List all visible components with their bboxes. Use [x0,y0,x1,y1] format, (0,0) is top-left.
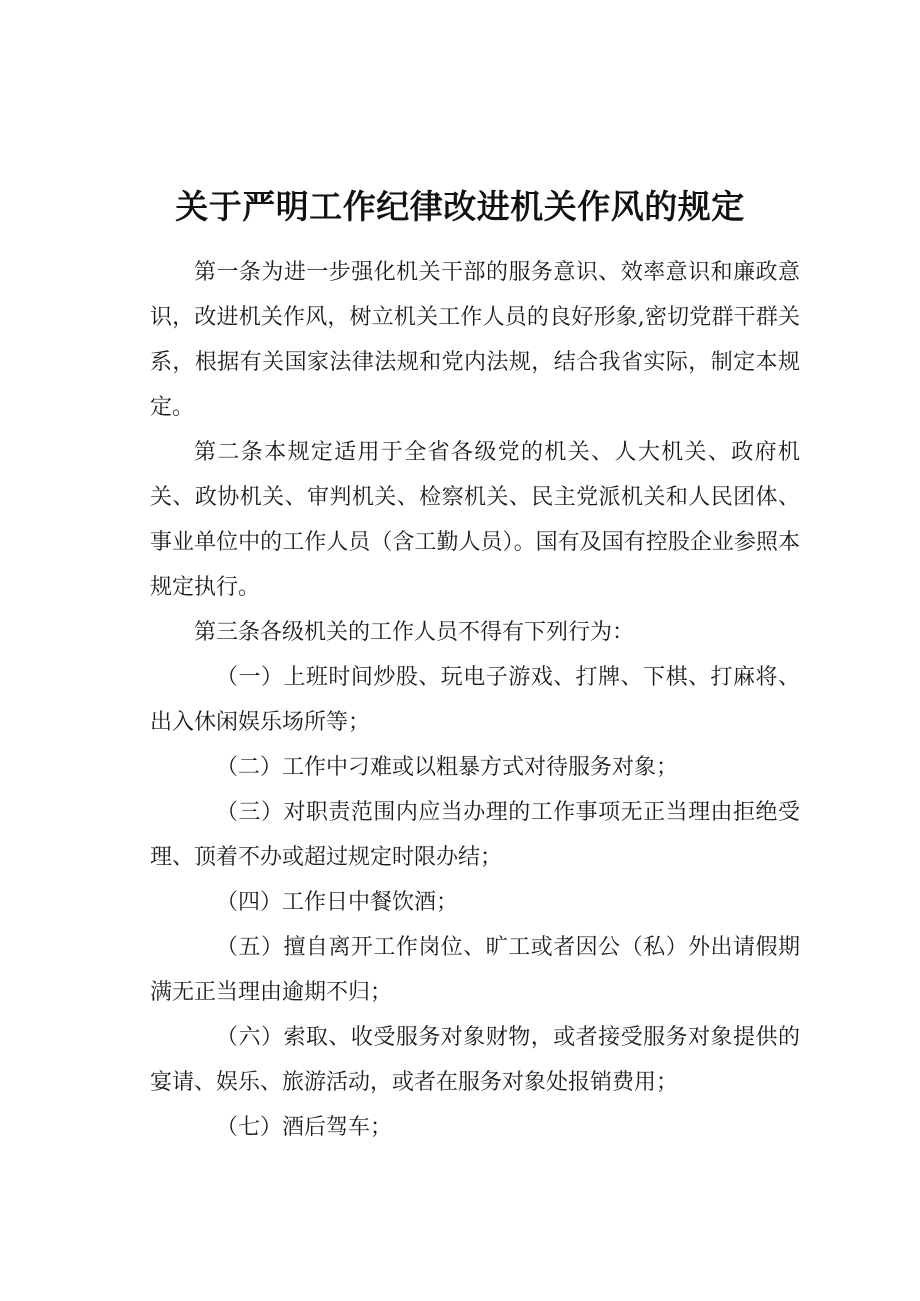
list-item: （三）对职责范围内应当办理的工作事项无正当理由拒绝受理、顶着不办或超过规定时限办结； [150,800,800,870]
list-item: （二）工作中刁难或以粗暴方式对待服务对象； [216,755,679,780]
article-1: 第一条为进一步强化机关干部的服务意识、效率意识和廉政意识，改进机关作风，树立机关工作人员的良好形象,密切党群干群关系，根据有关国家法律法规和党内法规，结合我省实际，制定本规定。 [150,260,800,420]
article-2: 第二条本规定适用于全省各级党的机关、人大机关、政府机关、政协机关、审判机关、检察机关、民主党派机关和人民团体、事业单位中的工作人员（含工勤人员）。国有及国有控股企业参照本规定执行。 [150,440,800,600]
list-item: （四）工作日中餐饮酒； [216,890,459,915]
list-item: （一）上班时间炒股、玩电子游戏、打牌、下棋、打麻将、出入休闲娱乐场所等； [150,665,800,735]
list-item: （七）酒后驾车； [216,1115,393,1140]
page-title: 关于严明工作纪律改进机关作风的规定 [175,187,745,227]
list-item: （五）擅自离开工作岗位、旷工或者因公（私）外出请假期满无正当理由逾期不归； [150,935,800,1005]
list-item: （六）索取、收受服务对象财物，或者接受服务对象提供的宴请、娱乐、旅游活动，或者在服务对象处报销费用； [150,1025,800,1095]
article-3: 第三条各级机关的工作人员不得有下列行为： [194,620,635,645]
document-body [150,250,800,1150]
